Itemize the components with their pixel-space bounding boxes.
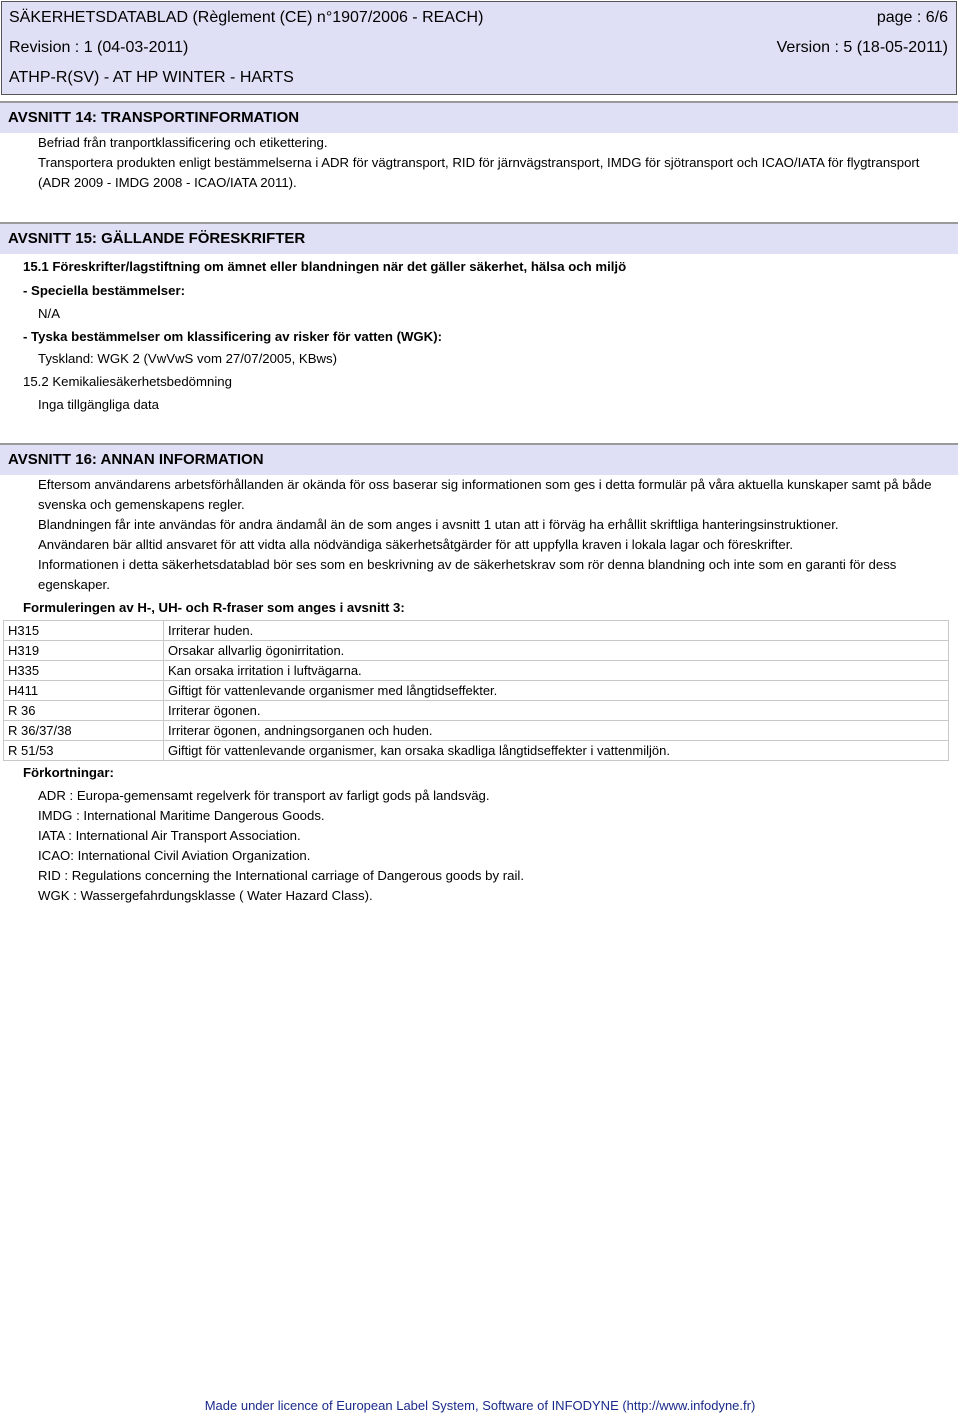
- s14-transport-text: Transportera produkten enligt bestämmelserna i ADR för vägtransport, RID för järnvägstransport, IMDG för sjötransport och ICAO/IATA för flygtransport (ADR 2009 - IMDG 2008 - ICAO/IATA 2011).: [38, 155, 920, 190]
- section-15-title: AVSNITT 15: GÄLLANDE FÖRESKRIFTER: [0, 222, 958, 254]
- wgk-label: - Tyska bestämmelser om klassificering av risker för vatten (WGK):: [23, 329, 442, 344]
- phrase-code: H411: [4, 681, 164, 701]
- abbreviation-item: WGK : Wassergefahrdungsklasse ( Water Hazard Class).: [38, 888, 373, 903]
- phrase-code: H319: [4, 641, 164, 661]
- s16-paragraph-1: Eftersom användarens arbetsförhållanden är okända för oss baserar sig informationen som ges i detta formulär på våra aktuella kunskaper samt på både svenska och gemenskapens regler.: [38, 477, 932, 512]
- phrase-text: Irriterar huden.: [164, 621, 949, 641]
- abbreviation-item: ICAO: International Civil Aviation Organization.: [38, 848, 311, 863]
- phrase-text: Kan orsaka irritation i luftvägarna.: [164, 661, 949, 681]
- table-row: [4, 641, 949, 661]
- wgk-value: Tyskland: WGK 2 (VwVwS vom 27/07/2005, KBws): [38, 351, 338, 366]
- document-header: [1, 1, 957, 95]
- abbreviation-item: RID : Regulations concerning the International carriage of Dangerous goods by rail.: [38, 868, 525, 883]
- s16-paragraph-3: Användaren bär alltid ansvaret för att vidta alla nödvändiga säkerhetsåtgärder för att uppfylla kraven i lokala lagar och föreskrifter.: [38, 537, 794, 552]
- phrase-code: R 51/53: [4, 741, 164, 761]
- phrase-code: R 36: [4, 701, 164, 721]
- phrase-text: Giftigt för vattenlevande organismer med långtidseffekter.: [164, 681, 949, 701]
- header-row-title: [9, 8, 948, 28]
- header-row-revision: [9, 38, 948, 58]
- section-14-title: AVSNITT 14: TRANSPORTINFORMATION: [0, 101, 958, 133]
- page-number: page : 6/6: [876, 9, 948, 26]
- phrases-table: [3, 620, 949, 761]
- revision-label: Revision : 1 (04-03-2011): [9, 39, 189, 56]
- special-regulations-label: - Speciella bestämmelser:: [23, 283, 185, 298]
- phrase-text: Giftigt för vattenlevande organismer, kan orsaka skadliga långtidseffekter i vattenmiljön.: [164, 741, 949, 761]
- abbreviation-item: ADR : Europa-gemensamt regelverk för transport av farligt gods på landsväg.: [38, 788, 490, 803]
- s15-2-value: Inga tillgängliga data: [38, 397, 159, 412]
- phrase-code: H335: [4, 661, 164, 681]
- header-row-product: [9, 68, 948, 88]
- s15-1-heading: 15.1 Föreskrifter/lagstiftning om ämnet eller blandningen när det gäller säkerhet, hälsa och miljö: [23, 259, 627, 274]
- table-row: [4, 681, 949, 701]
- phrase-text: Irriterar ögonen, andningsorganen och huden.: [164, 721, 949, 741]
- document-title: SÄKERHETSDATABLAD (Règlement (CE) n°1907/2006 - REACH): [9, 9, 484, 26]
- table-row: [4, 661, 949, 681]
- table-row: [4, 721, 949, 741]
- phrase-text: Orsakar allvarlig ögonirritation.: [164, 641, 949, 661]
- table-row: [4, 621, 949, 641]
- phrase-code: H315: [4, 621, 164, 641]
- section-16-title: AVSNITT 16: ANNAN INFORMATION: [0, 443, 958, 475]
- s16-paragraph-2: Blandningen får inte användas för andra ändamål än de som anges i avsnitt 1 utan att i förväg ha erhållit skriftliga hanteringsinstruktioner.: [38, 517, 839, 532]
- footer-credit: Made under licence of European Label System, Software of INFODYNE (http://www.infodyne.fr): [204, 1398, 756, 1413]
- phrases-heading: Formuleringen av H-, UH- och R-fraser som anges i avsnitt 3:: [23, 600, 405, 615]
- phrase-text: Irriterar ögonen.: [164, 701, 949, 721]
- version-label: Version : 5 (18-05-2011): [776, 39, 948, 56]
- special-regulations-value: N/A: [38, 306, 60, 321]
- table-row: [4, 741, 949, 761]
- s14-exemption-text: Befriad från tranportklassificering och etikettering.: [38, 135, 328, 150]
- abbreviations-heading: Förkortningar:: [23, 765, 114, 780]
- phrase-code: R 36/37/38: [4, 721, 164, 741]
- s15-2-heading: 15.2 Kemikaliesäkerhetsbedömning: [23, 374, 232, 389]
- product-name: ATHP-R(SV) - AT HP WINTER - HARTS: [9, 69, 294, 86]
- s16-paragraph-4: Informationen i detta säkerhetsdatablad bör ses som en beskrivning av de säkerhetskrav som rör denna blandning och inte som en garanti för dess egenskaper.: [38, 557, 897, 592]
- abbreviation-item: IMDG : International Maritime Dangerous Goods.: [38, 808, 325, 823]
- table-row: [4, 701, 949, 721]
- abbreviation-item: IATA : International Air Transport Association.: [38, 828, 301, 843]
